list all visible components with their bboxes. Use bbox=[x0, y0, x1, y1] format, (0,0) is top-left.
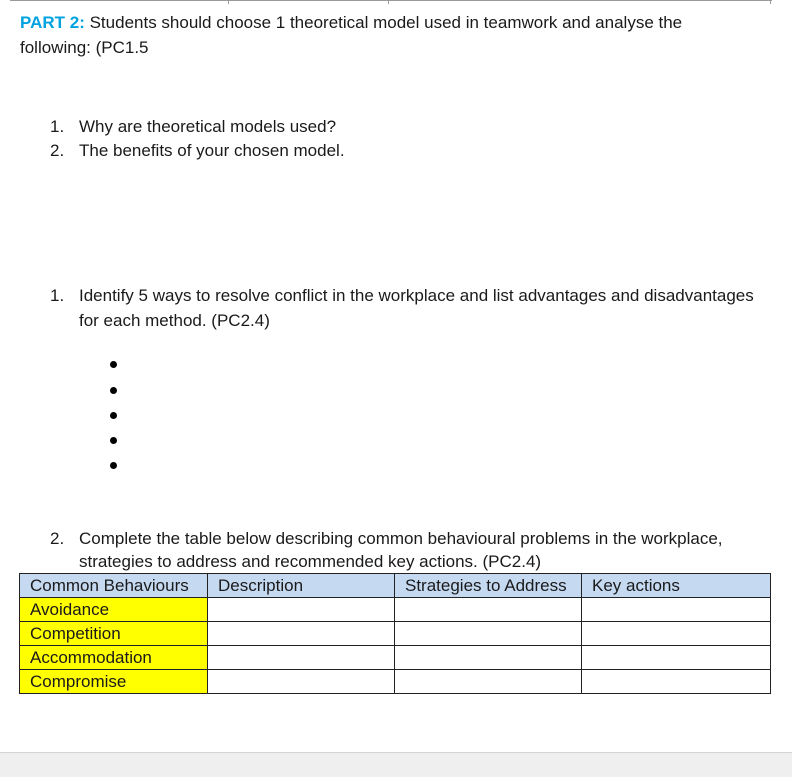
behaviour-cell: Avoidance bbox=[20, 598, 208, 622]
part-heading-line bbox=[20, 11, 682, 35]
description-cell[interactable] bbox=[208, 622, 395, 646]
bullet-point bbox=[110, 387, 117, 394]
strategies-cell[interactable] bbox=[395, 670, 582, 694]
top-rule-tick bbox=[388, 0, 389, 4]
strategies-cell[interactable] bbox=[395, 646, 582, 670]
part-intro-line2: following: (PC1.5 bbox=[20, 38, 149, 57]
description-cell[interactable] bbox=[208, 670, 395, 694]
bullet-point bbox=[110, 462, 117, 469]
top-rule bbox=[10, 0, 772, 1]
table-row bbox=[20, 598, 771, 622]
bullet-point bbox=[110, 361, 117, 368]
header-description: Description bbox=[208, 574, 395, 598]
question-conflict-line2: for each method. (PC2.4) bbox=[79, 311, 270, 330]
question-table-line2: strategies to address and recommended key actions. (PC2.4) bbox=[79, 552, 542, 571]
behaviours-table bbox=[19, 573, 771, 694]
key-actions-cell[interactable] bbox=[582, 670, 771, 694]
question-conflict-line1: Identify 5 ways to resolve conflict in the workplace and list advantages and disadvantages bbox=[79, 286, 754, 305]
table-row bbox=[20, 622, 771, 646]
strategies-cell[interactable] bbox=[395, 622, 582, 646]
bullet-point bbox=[110, 412, 117, 419]
list-item-benefits: The benefits of your chosen model. bbox=[79, 141, 345, 160]
part-intro-text: Students should choose 1 theoretical model used in teamwork and analyse the bbox=[89, 13, 683, 32]
key-actions-cell[interactable] bbox=[582, 622, 771, 646]
description-cell[interactable] bbox=[208, 598, 395, 622]
behaviour-cell: Compromise bbox=[20, 670, 208, 694]
header-key-actions: Key actions bbox=[582, 574, 771, 598]
table-header-row bbox=[20, 574, 771, 598]
table-row bbox=[20, 670, 771, 694]
key-actions-cell[interactable] bbox=[582, 598, 771, 622]
list-number: 2. bbox=[50, 141, 65, 160]
table-row bbox=[20, 646, 771, 670]
page-top-edge bbox=[0, 0, 792, 4]
header-common-behaviours: Common Behaviours bbox=[20, 574, 208, 598]
header-strategies: Strategies to Address bbox=[395, 574, 582, 598]
bullet-point bbox=[110, 437, 117, 444]
behaviour-cell: Accommodation bbox=[20, 646, 208, 670]
question-number: 1. bbox=[50, 286, 65, 305]
top-rule-tick bbox=[228, 0, 229, 4]
page-bottom-bar bbox=[0, 752, 792, 777]
question-number: 2. bbox=[50, 529, 65, 548]
list-number: 1. bbox=[50, 117, 65, 136]
strategies-cell[interactable] bbox=[395, 598, 582, 622]
top-rule-tick bbox=[770, 0, 771, 4]
key-actions-cell[interactable] bbox=[582, 646, 771, 670]
part-label: PART 2: bbox=[20, 13, 85, 32]
question-table-line1: Complete the table below describing common behavioural problems in the workplace, bbox=[79, 529, 723, 548]
list-item-why-models: Why are theoretical models used? bbox=[79, 117, 337, 136]
description-cell[interactable] bbox=[208, 646, 395, 670]
behaviour-cell: Competition bbox=[20, 622, 208, 646]
